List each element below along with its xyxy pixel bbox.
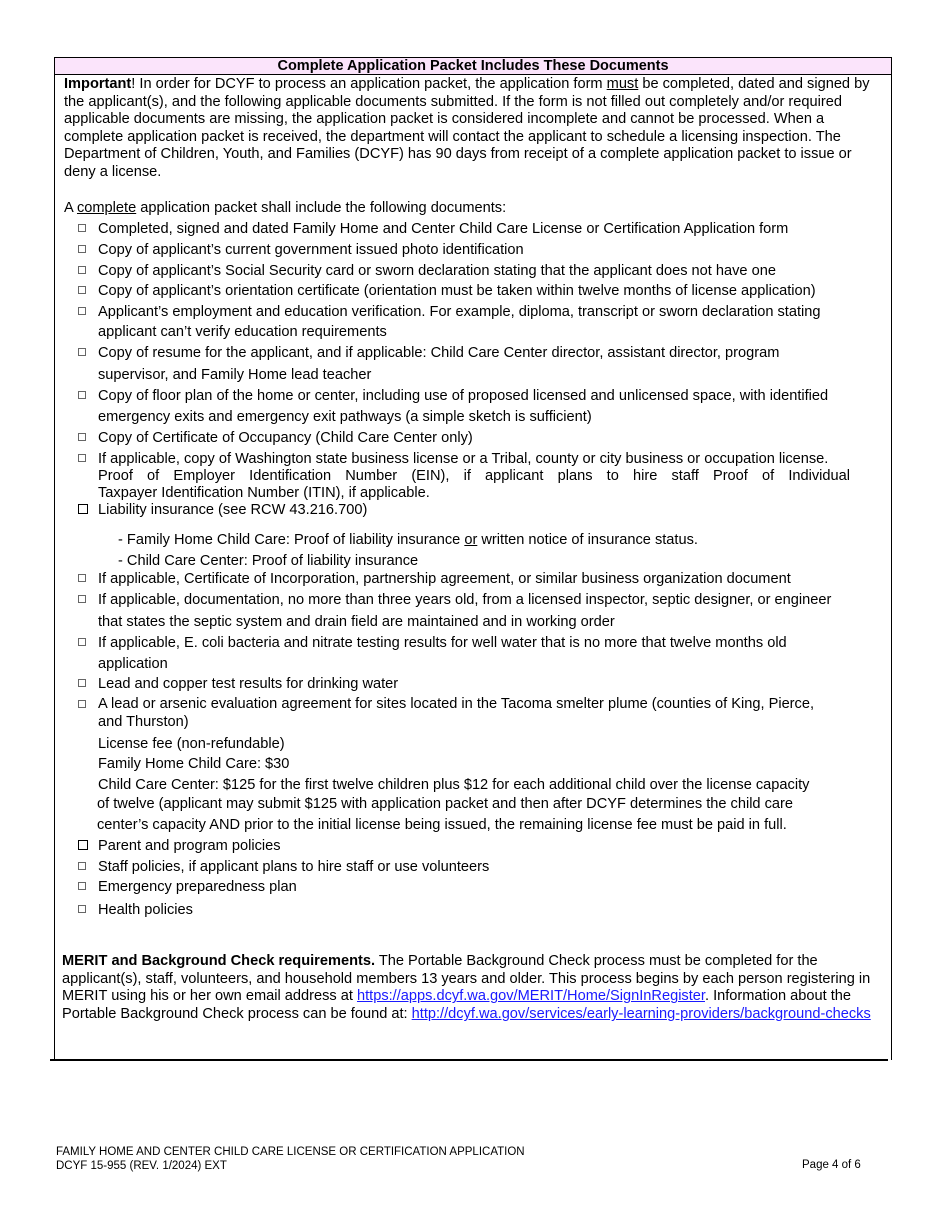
checkbox-icon[interactable] xyxy=(78,286,86,294)
fee-center-cont: center’s capacity AND prior to the initial license being issued, the remaining license fee must be paid in full. xyxy=(97,817,787,833)
merit-paragraph: MERIT and Background Check requirements. The Portable Background Check process must be completed for the applicant(s), staff, volunteers, and household members 13 years and older. This process begins by each person registering in MERIT using his or her own email address at https://apps.dcyf.wa.gov/MERIT/Home/SignInRegister. Information about the Portable Background Check process can be found at: http://dcyf.wa.gov/services/early-learning-providers/background-checks xyxy=(62,953,871,1023)
intro-line: A complete application packet shall include the following documents: xyxy=(64,200,507,216)
checkbox-icon[interactable] xyxy=(78,638,86,646)
important-paragraph: Important! In order for DCYF to process an application packet, the application form must be completed, dated and signed by the applicant(s), and the following applicable documents submitted. If the form is not filled out completely and/or required applicable documents are missing, the application packet is considered incomplete and cannot be processed. When a complete application packet is received, the department will contact the applicant to schedule a licensing inspection. The Department of Children, Youth, and Families (DCYF) has 90 days from receipt of a complete application packet to issue or deny a license. xyxy=(64,76,870,180)
footer-form-number: DCYF 15-955 (REV. 1/2024) EXT xyxy=(56,1160,227,1172)
footer-form-title: FAMILY HOME AND CENTER CHILD CARE LICENSE OR CERTIFICATION APPLICATION xyxy=(56,1146,525,1158)
checkbox-icon[interactable] xyxy=(78,391,86,399)
checkbox-icon[interactable] xyxy=(78,454,86,462)
fee-family-home: Family Home Child Care: $30 xyxy=(98,756,290,772)
checkbox-icon[interactable] xyxy=(78,307,86,315)
section-title: Complete Application Packet Includes These Documents xyxy=(54,57,892,75)
merit-heading: MERIT and Background Check requirements. xyxy=(62,953,376,969)
checkbox-icon[interactable] xyxy=(78,862,86,870)
checkbox-icon[interactable] xyxy=(78,224,86,232)
page-number: Page 4 of 6 xyxy=(802,1159,861,1171)
checkbox-icon[interactable] xyxy=(78,595,86,603)
background-checks-link[interactable]: http://dcyf.wa.gov/services/early-learning-providers/background-checks xyxy=(411,1006,871,1023)
checkbox-icon[interactable] xyxy=(78,574,86,582)
fee-heading: License fee (non-refundable) xyxy=(98,736,285,752)
checkbox-icon[interactable] xyxy=(78,840,88,850)
section-bottom-border xyxy=(50,1059,888,1061)
fee-center: Child Care Center: $125 for the first twelve children plus $12 for each additional child over the license capacity xyxy=(98,777,810,793)
checkbox-icon[interactable] xyxy=(78,348,86,356)
insurance-center: - Child Care Center: Proof of liability insurance xyxy=(118,553,419,569)
checkbox-icon[interactable] xyxy=(78,433,86,441)
checkbox-icon[interactable] xyxy=(78,504,88,514)
checkbox-icon[interactable] xyxy=(78,905,86,913)
checkbox-icon[interactable] xyxy=(78,882,86,890)
checkbox-icon[interactable] xyxy=(78,679,86,687)
important-label: Important xyxy=(64,76,132,92)
checkbox-icon[interactable] xyxy=(78,245,86,253)
insurance-family-home: - Family Home Child Care: Proof of liability insurance or written notice of insurance status. xyxy=(118,532,698,548)
merit-register-link[interactable]: https://apps.dcyf.wa.gov/MERIT/Home/SignInRegister xyxy=(356,988,705,1005)
checkbox-icon[interactable] xyxy=(78,266,86,274)
fee-center-cont: of twelve (applicant may submit $125 with application packet and then after DCYF determines the child care xyxy=(97,796,793,812)
checkbox-icon[interactable] xyxy=(78,700,86,708)
